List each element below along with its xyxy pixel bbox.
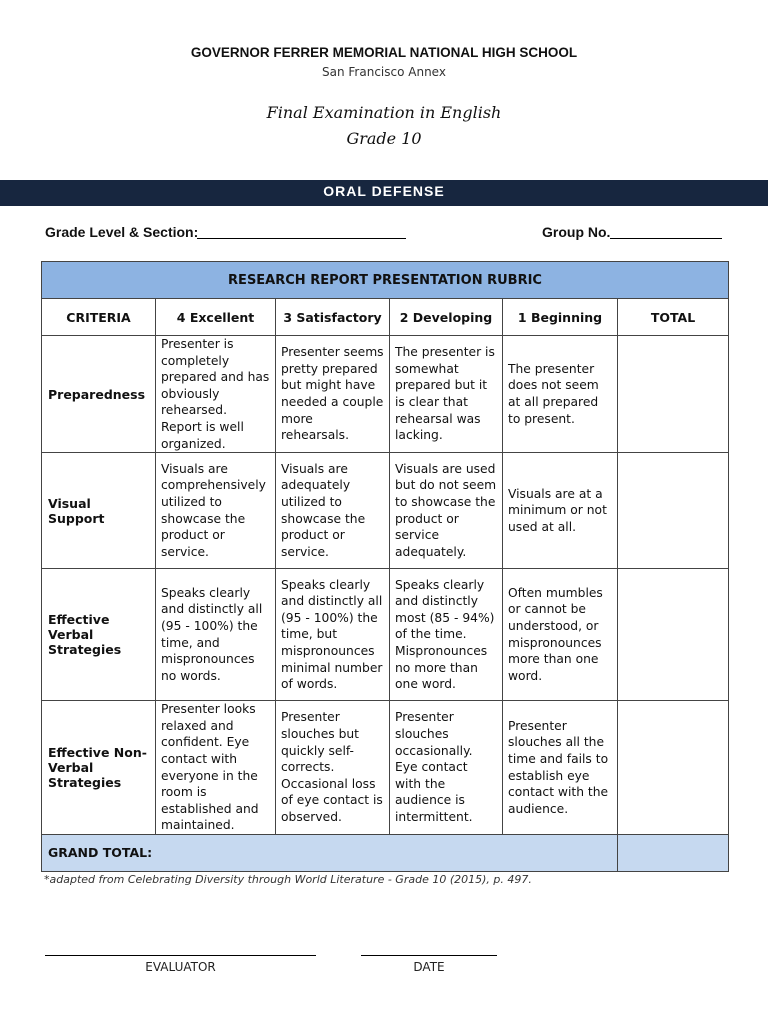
rubric-title: RESEARCH REPORT PRESENTATION RUBRIC — [42, 262, 729, 299]
rubric-cell: Presenter is completely prepared and has obviously rehearsed. Report is well organized. — [156, 336, 276, 453]
group-no-blank[interactable] — [610, 238, 722, 239]
total-cell[interactable] — [618, 453, 729, 569]
footnote: *adapted from Celebrating Diversity through World Literature - Grade 10 (2015), p. 497. — [44, 873, 532, 886]
rubric-table — [41, 261, 729, 872]
rubric-cell: Speaks clearly and distinctly all (95 - 100%) the time, but mispronounces minimal number of words. — [276, 569, 390, 701]
column-header: 4 Excellent — [156, 299, 276, 336]
rubric-cell: Speaks clearly and distinctly all (95 - 100%) the time, and mispronounces no words. — [156, 569, 276, 701]
rubric-cell: The presenter is somewhat prepared but it is clear that rehearsal was lacking. — [390, 336, 503, 453]
column-header: 3 Satisfactory — [276, 299, 390, 336]
table-row — [42, 569, 729, 701]
oral-defense-banner: ORAL DEFENSE — [0, 180, 768, 206]
column-header: 2 Developing — [390, 299, 503, 336]
exam-title: Final Examination in English — [266, 103, 502, 122]
date-label: DATE — [413, 960, 445, 974]
rubric-cell: Visuals are used but do not seem to showcase the product or service adequately. — [390, 453, 503, 569]
criteria-label: Visual Support — [42, 453, 156, 569]
rubric-cell: Presenter seems pretty prepared but might have needed a couple more rehearsals. — [276, 336, 390, 453]
rubric-header-row — [42, 299, 729, 336]
total-cell[interactable] — [618, 569, 729, 701]
rubric-cell: Presenter slouches but quickly self-corrects. Occasional loss of eye contact is observed. — [276, 701, 390, 835]
column-header: TOTAL — [618, 299, 729, 336]
rubric-title-row — [42, 262, 729, 299]
grade-section-label: Grade Level & Section: — [45, 224, 199, 240]
school-annex: San Francisco Annex — [322, 65, 446, 79]
school-name: GOVERNOR FERRER MEMORIAL NATIONAL HIGH SCHOOL — [190, 45, 578, 60]
grade-section-blank[interactable] — [197, 238, 406, 239]
rubric-cell: Presenter looks relaxed and confident. Eye contact with everyone in the room is established and maintained. — [156, 701, 276, 835]
evaluator-signature-line[interactable] — [45, 955, 316, 956]
column-header: 1 Beginning — [503, 299, 618, 336]
rubric-cell: Visuals are comprehensively utilized to showcase the product or service. — [156, 453, 276, 569]
total-cell[interactable] — [618, 701, 729, 835]
table-row — [42, 453, 729, 569]
grand-total-cell[interactable] — [618, 834, 729, 871]
criteria-label: Preparedness — [42, 336, 156, 453]
grand-total-row — [42, 834, 729, 871]
rubric-cell: Speaks clearly and distinctly most (85 - 94%) of the time. Mispronounces no more than one word. — [390, 569, 503, 701]
rubric-cell: Presenter slouches occasionally. Eye contact with the audience is intermittent. — [390, 701, 503, 835]
total-cell[interactable] — [618, 336, 729, 453]
rubric-cell: Visuals are adequately utilized to showcase the product or service. — [276, 453, 390, 569]
exam-grade: Grade 10 — [346, 129, 422, 148]
group-no-label: Group No. — [542, 224, 611, 240]
table-row — [42, 701, 729, 835]
column-header: CRITERIA — [42, 299, 156, 336]
date-signature-line[interactable] — [361, 955, 497, 956]
table-row — [42, 336, 729, 453]
rubric-cell: Presenter slouches all the time and fails to establish eye contact with the audience. — [503, 701, 618, 835]
rubric-cell: Often mumbles or cannot be understood, or mispronounces more than one word. — [503, 569, 618, 701]
criteria-label: Effective Non-Verbal Strategies — [42, 701, 156, 835]
grand-total-label: GRAND TOTAL: — [42, 834, 618, 871]
rubric-cell: The presenter does not seem at all prepared to present. — [503, 336, 618, 453]
evaluator-label: EVALUATOR — [145, 960, 216, 974]
rubric-cell: Visuals are at a minimum or not used at all. — [503, 453, 618, 569]
criteria-label: Effective Verbal Strategies — [42, 569, 156, 701]
